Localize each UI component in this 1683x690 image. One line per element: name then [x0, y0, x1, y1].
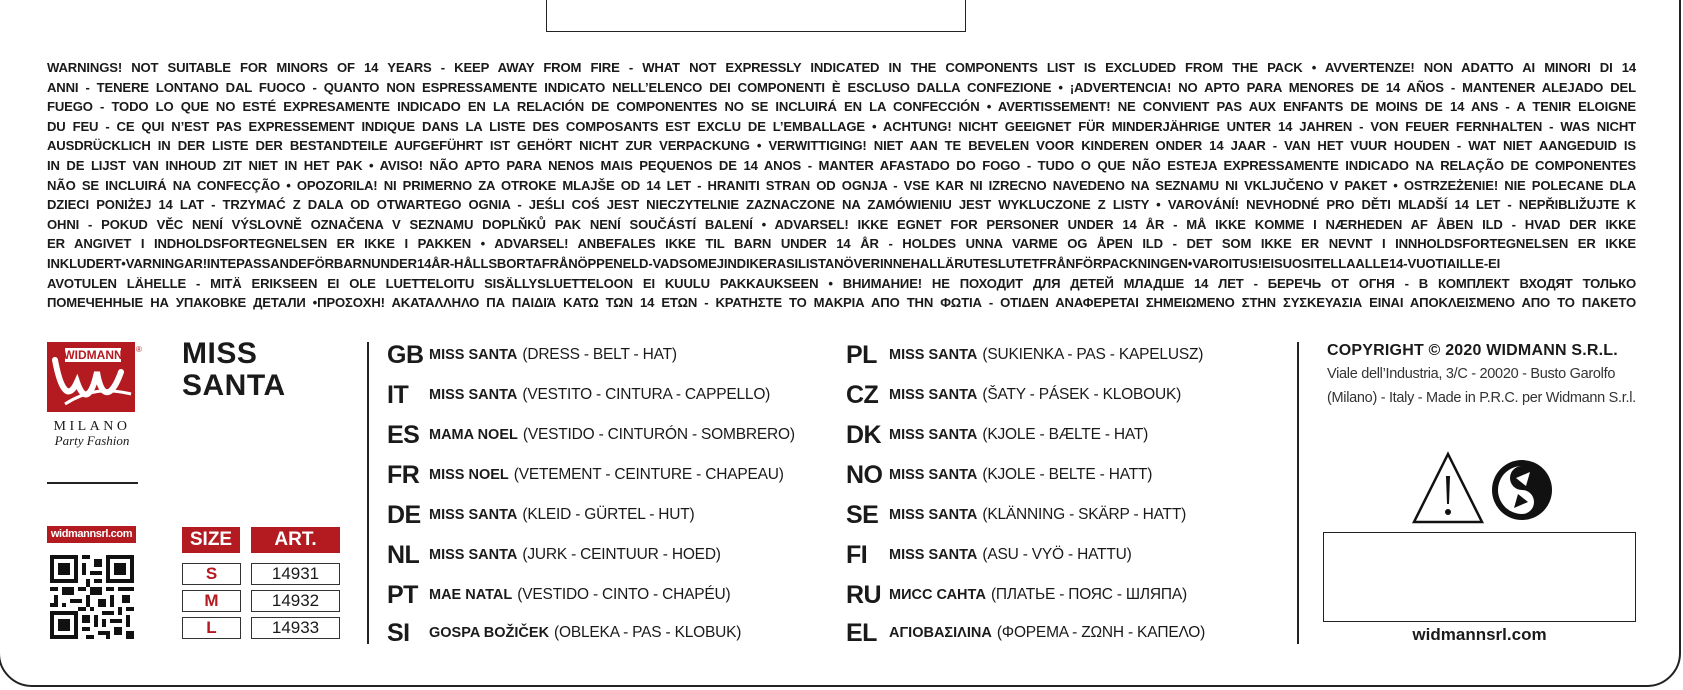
warning-line: DZIECI PONIŻEJ 14 LAT - TRZYMAĆ Z DALA OD OTWARTEGO OGNIA - JEŚLI COŚ JEST NIECZYTELNIE ZAZNACZONE NA ZAMÓWIENIU JEST WYKLUCZONE Z LISTY • VAROVÁNÍ! NEVHODNÉ PRO DĚTI MLADŠÍ 14 LET - NEPŘIBLIŽUJTE K [47, 197, 1636, 213]
language-contents: (ASU - VYÖ - HATTU) [982, 546, 1132, 563]
warning-line: ANNI - TENERE LONTANO DAL FUOCO - QUANTO NON ESPRESSAMENTE INDICATO NELL’ELENCO DEI COMPONENTI È ESCLUSO DALLA CONFEZIONE • ¡ADVERTENCIA! NO APTO PARA MENORES DE 14 AÑOS - MANTENER ALEJADO DEL [47, 79, 1636, 95]
language-code: DE [387, 500, 421, 529]
language-row [846, 540, 1132, 570]
warning-line: NÃO SE INCLUIRÁ NA CONFECÇÃO • OPOZORILA! NI PRIMERNO ZA OTROKE MLAJŠE OD 14 LET - HRANITI STRAN OD OGNJA - VSE KAR NI IZRECNO NAVEDENO NA SEZNAMU NI VKLJUČENO V PAKET • OSTRZEŻENIE! NIE POLECANE DLA [47, 177, 1636, 193]
language-code: SI [387, 618, 410, 647]
language-product-name: MISS SANTA [889, 467, 978, 483]
product-title-line: SANTA [182, 369, 286, 402]
language-code: FR [387, 460, 420, 489]
warning-line: WARNINGS! NOT SUITABLE FOR MINORS OF 14 YEARS - KEEP AWAY FROM FIRE - WHAT NOT EXPRESSLY INDICATED IN THE COMPONENTS LIST IS EXCLUDED FROM THE PACK • AVVERTENZE! NON ADATTO AI MINORI DI 14 [47, 60, 1636, 75]
language-code: DK [846, 420, 882, 449]
address-line: (Milano) - Italy - Made in P.R.C. per Widmann S.r.l. [1327, 390, 1636, 406]
language-product-name: MISS SANTA [429, 387, 518, 403]
language-product-name: MISS SANTA [889, 507, 978, 523]
language-row [387, 580, 730, 610]
warning-line: OHNI - POKUD VĚC NENÍ VÝSLOVNĚ OZNAČENA V SEZNAMU DOPLŇKŮ PAK NENÍ SOUČÁSTÍ BALENÍ • ADVARSEL! IKKE EGNET FOR PERSONER UNDER 14 ÅR - MÅ IKKE KOMME I NÆRHEDEN AF ÅBEN ILD - HVAD DER IKKE [47, 216, 1636, 232]
language-code: EL [846, 618, 877, 647]
warning-line: IN DE LIJST VAN INHOUD ZIT NIET IN HET PAK • AVISO! NÃO APTO PARA NENOS MAIS PEQUENOS DE 14 ANOS - MANTER AFASTADO DO FOGO - TUDO O QUE NÃO ESTEJA EXPRESSAMENTE INDICADO NA RELAÇÃO DE COMPONENTES [47, 157, 1636, 173]
language-row [387, 618, 741, 648]
language-row [387, 380, 770, 410]
language-contents: (VETEMENT - CEINTURE - CHAPEAU) [513, 466, 784, 483]
language-product-name: MISS NOEL [429, 467, 509, 483]
language-product-name: MISS SANTA [429, 347, 518, 363]
language-row [846, 380, 1181, 410]
column-divider [1297, 342, 1299, 644]
logo-city: MILANO [53, 419, 131, 434]
size-cell: L [182, 617, 241, 639]
language-contents: (KJOLE - BELTE - HATT) [982, 466, 1153, 483]
warning-line: ER ANGIVET I INDHOLDSFORTEGNELSEN ER IKKE I PAKKEN • ADVARSEL! ANBEFALES IKKE TIL BARN UNDER 14 ÅR - HOLDES UNNA VARME OG ÅPEN ILD - DET SOM IKKE ER NEVNT I INNHOLDSFORTEGNELSEN ER IKKE [47, 236, 1636, 252]
language-product-name: MISS SANTA [889, 547, 978, 563]
warning-line: FUEGO - TODO LO QUE NO ESTÉ EXPRESAMENTE INDICADO EN LA RELACIÓN DE COMPONENTES NO SE INCLUIRÁ EN LA CONFECCIÓN • AVERTISSEMENT! NE CONVIENT PAS AUX ENFANTS DE MOINS DE 14 ANS - A TENIR ELOIGNE [47, 99, 1636, 115]
language-contents: (ΦΟΡΕΜΑ - ΖΩΝΗ - ΚΑΠΕΛΟ) [996, 624, 1206, 641]
language-code: NO [846, 460, 883, 489]
size-cell: S [182, 563, 241, 585]
warning-line: DU FEU - CE QUI N’EST PAS EXPRESSEMENT INDIQUE DANS LA LISTE DES COMPOSANTS EST EXCLU DE L’EMBALLAGE • ACHTUNG! NICHT GEEIGNET FÜR MINDERJÄHRIGE UNTER 14 JAHREN - VON FEUER FERNHALTEN - WAS NICHT [47, 118, 1636, 134]
warning-line: ПОМЕЧЕННЫЕ НА УПАКОВКЕ ДЕТАЛИ •ΠΡΟΣΟΧΗ! ΑΚΑΤΑΛΛΗΛΟ ΠΑ ΠΑΙΔΙΆ ΚΑΤΩ ΤΩΝ 14 ΕΤΩΝ - ΚΡΑΤΗΣΤΕ ΤΟ ΜΑΚΡΙΑ ΑΠΟ ΤΗΝ ΦΩΤΙΑ - ΟΤΙΔΕΝ ΑΝΑΦΕΡΕΤΑΙ ΣΗΜΕΙΩΜΕΝΟ ΣΤΗΝ ΣΥΣΚΕΥΑΣΙΑ ΕΙΝΑΙ ΑΠΟΚΛΕΙΣΜΕΝΟ ΑΠΟ ΤΟ ΠΑΚΕΤΟ [47, 295, 1636, 311]
size-cell: M [182, 590, 241, 612]
logo-reg: ® [136, 345, 142, 354]
language-code: ES [387, 420, 420, 449]
copyright-block [1327, 342, 1637, 410]
language-contents: (ŠATY - PÁSEK - KLOBOUK) [982, 386, 1182, 403]
copyright-title: COPYRIGHT © 2020 WIDMANN S.R.L. [1327, 342, 1618, 359]
art-cell: 14931 [251, 563, 340, 585]
logo-brand: WIDMANN [63, 348, 123, 362]
warnings-text [47, 58, 1636, 313]
product-title-line: MISS [182, 337, 258, 370]
language-product-name: MAE NATAL [429, 587, 513, 603]
language-contents: (VESTITO - CINTURA - CAPPELLO) [522, 386, 771, 403]
language-row [846, 580, 1187, 610]
language-row [846, 460, 1152, 490]
green-dot-recycle-icon [1490, 458, 1554, 522]
language-product-name: MISS SANTA [429, 507, 518, 523]
language-row [846, 500, 1186, 530]
language-contents: (DRESS - BELT - HAT) [522, 346, 677, 363]
language-code: PL [846, 340, 877, 369]
language-code: NL [387, 540, 420, 569]
language-product-name: GOSPA BOŽIČEK [429, 625, 550, 641]
warning-line: AVOTULEN LÄHELLE - MITÄ ERIKSEEN EI OLE LUETTELOITU SISÄLLYSLUETTELOON EI KUULU PAKKAUKSEEN • ВНИМАНИЕ! НЕ ПОХОДИТ ДЛЯ ДЕТЕЙ МЛАДШЕ 14 ЛЕТ - БЕРЕЧЬ ОТ ОГНЯ - В КОМПЛЕКТ ВХОДЯТ ТОЛЬКО [47, 275, 1636, 291]
product-title [182, 338, 286, 402]
language-product-name: MAMA NOEL [429, 427, 518, 443]
language-code: IT [387, 380, 409, 409]
website-link[interactable]: widmannsrl.com [1412, 625, 1547, 644]
top-empty-box [546, 0, 966, 32]
widmann-logo-icon [47, 342, 142, 412]
column-divider [367, 342, 369, 644]
widmann-logo [47, 342, 142, 449]
size-header: SIZE [182, 527, 240, 553]
language-product-name: MISS SANTA [889, 427, 978, 443]
warning-line: AUSDRÜCKLICH IN DER LISTE DER BESTANDTEILE AUFGEFÜHRT IST GEHÖRT NICHT ZUR VERPACKUNG • VERWITTIGING! NIET AAN TE BEVELEN VOOR KINDEREN ONDER 14 JAAR - VAN HET VUUR HOUDEN - WAT NIET AANGEDUID IS [47, 138, 1636, 154]
logo-tagline: Party Fashion [54, 433, 130, 448]
language-code: GB [387, 340, 424, 369]
language-contents: (SUKIENKA - PAS - KAPELUSZ) [982, 346, 1204, 363]
warning-line: INKLUDERT•VARNINGAR!INTEPASSANDEFÖRBARNUNDER14ÅR-HÅLLSBORTAFRÅNÖPPENELD-VADSOMEJINDIKERASILISTANÖVERINNEHALLÄRUTESLUTETFRÅNFÖRPACKNINGEN•VAROITUS!EISUOSITELLAALLE14-VUOTIAILLE-EI [47, 255, 1501, 271]
language-row [387, 340, 677, 370]
warning-triangle-icon [1412, 450, 1484, 526]
language-contents: (OBLEKA - PAS - KLOBUK) [554, 624, 742, 641]
language-product-name: MISS SANTA [889, 387, 978, 403]
language-product-name: MISS SANTA [889, 347, 978, 363]
language-contents: (VESTIDO - CINTO - CHAPÉU) [517, 586, 731, 603]
language-row [387, 460, 784, 490]
language-row [387, 540, 721, 570]
language-code: PT [387, 580, 418, 609]
language-row [846, 618, 1205, 648]
art-cell: 14932 [251, 590, 340, 612]
qr-code-icon [50, 555, 134, 639]
language-contents: (ПЛАТЬЕ - ПОЯС - ШЛЯПА) [990, 586, 1187, 603]
language-contents: (KLÄNNING - SKÄRP - HATT) [982, 506, 1187, 523]
language-code: CZ [846, 380, 879, 409]
language-product-name: MISS SANTA [429, 547, 518, 563]
language-contents: (KJOLE - BÆLTE - HAT) [982, 426, 1149, 443]
compliance-symbols [1412, 450, 1554, 526]
language-row [846, 340, 1203, 370]
language-row [387, 420, 795, 450]
website-badge[interactable]: widmannsrl.com [47, 526, 136, 543]
language-contents: (JURK - CEINTUUR - HOED) [522, 546, 721, 563]
language-product-name: МИСС САНТА [889, 587, 986, 603]
language-row [846, 420, 1148, 450]
language-contents: (VESTIDO - CINTURÓN - SOMBRERO) [522, 426, 795, 443]
art-cell: 14933 [251, 617, 340, 639]
bottom-empty-box [1323, 532, 1636, 622]
address-line: Viale dell’Industria, 3/C - 20020 - Busto Garolfo [1327, 366, 1616, 382]
language-product-name: ΑΓΙΟΒΑΣΙΛΙΝΑ [889, 625, 992, 641]
language-contents: (KLEID - GÜRTEL - HUT) [522, 506, 695, 523]
language-row [387, 500, 695, 530]
divider [47, 482, 138, 484]
language-code: FI [846, 540, 868, 569]
art-header: ART. [251, 527, 340, 553]
language-code: SE [846, 500, 879, 529]
language-code: RU [846, 580, 882, 609]
